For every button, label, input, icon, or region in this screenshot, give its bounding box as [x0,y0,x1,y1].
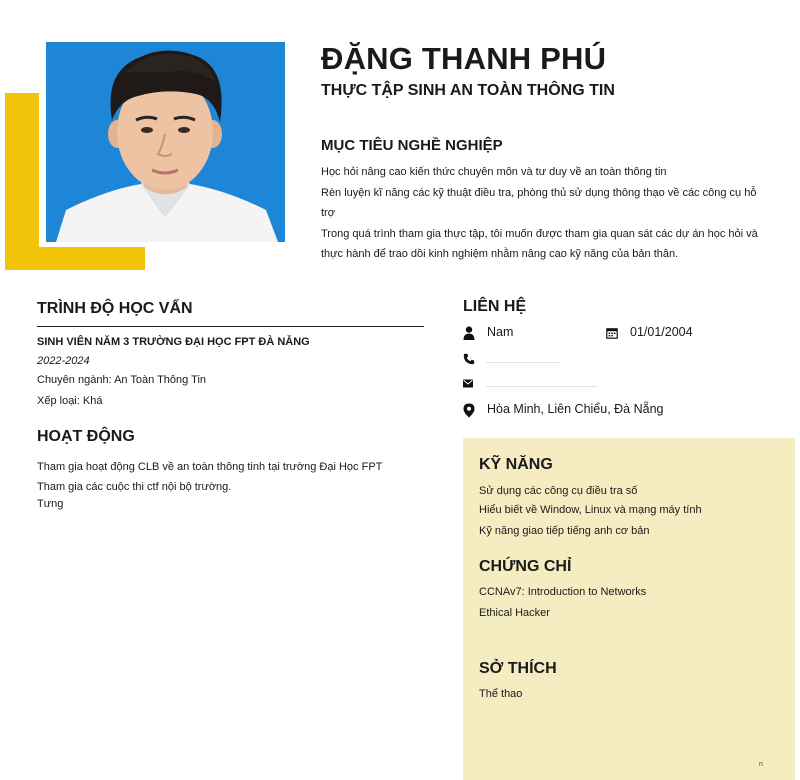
activities-heading: HOẠT ĐỘNG [37,428,135,445]
education-school: SINH VIÊN NĂM 3 TRƯỜNG ĐẠI HỌC FPT ĐÀ NẴNG [37,336,310,348]
skills-heading: KỸ NĂNG [479,456,553,473]
objective-list [321,162,771,265]
contact-heading: LIÊN HỆ [463,298,527,315]
objective-item: Rèn luyện kĩ năng các kỹ thuật điều tra, phòng thủ sử dụng thông thạo về các công cụ hỗ trợ [321,186,757,219]
location-pin-icon [463,403,475,418]
activity-item: Tham gia hoạt động CLB về an toàn thông tinh tại trường Đại Học FPT [37,461,383,473]
contact-gender: Nam [487,325,514,339]
education-grade: Xếp loại: Khá [37,395,103,407]
job-title: THỰC TẬP SINH AN TOÀN THÔNG TIN [321,82,615,99]
certificate-item: CCNAv7: Introduction to Networks [479,586,647,598]
skill-item: Hiểu biết về Window, Linux và mạng máy tính [479,504,702,516]
skill-item: Kỹ năng giao tiếp tiếng anh cơ bản [479,525,650,537]
accent-bar-vertical [5,93,39,270]
phone-icon [463,353,475,365]
education-years: 2022-2024 [37,355,90,367]
hobby-item: Thể thao [479,688,523,700]
education-heading: TRÌNH ĐỘ HỌC VẤN [37,300,193,317]
email-value-hidden [487,386,597,388]
objective-heading: MỤC TIÊU NGHỀ NGHIỆP [321,137,503,154]
profile-photo [46,42,285,242]
accent-bar-horizontal [5,247,145,270]
certificates-heading: CHỨNG CHỈ [479,558,572,575]
education-major: Chuyên ngành: An Toàn Thông Tin [37,374,207,386]
objective-item: Học hỏi nâng cao kiến thức chuyên môn và tư duy về an toàn thông tin [321,166,667,178]
education-divider [37,326,424,327]
mail-icon [463,379,473,388]
phone-value-hidden [487,362,559,364]
full-name: ĐẶNG THANH PHÚ [321,41,607,76]
activity-item: Tham gia các cuộc thi ctf nội bộ trường. [37,480,232,493]
skill-item: Sử dụng các công cụ điều tra số [479,485,638,497]
activities-list [37,458,382,497]
activity-note: Tưng [37,498,64,510]
contact-address: Hòa Minh, Liên Chiểu, Đà Nẵng [487,402,664,416]
hobbies-heading: SỞ THÍCH [479,660,557,677]
footer-mark: n [759,761,763,768]
certificate-item: Ethical Hacker [479,607,550,619]
contact-birthday: 01/01/2004 [630,325,693,339]
objective-item: Trong quá trình tham gia thực tập, tôi muốn được tham gia quan sát các dự án học hỏi và thực hành để trao dồi kinh nghiệm nhằm nâng cao kỹ năng của bản thân. [321,227,758,260]
person-icon [463,326,475,340]
calendar-icon [606,327,618,339]
